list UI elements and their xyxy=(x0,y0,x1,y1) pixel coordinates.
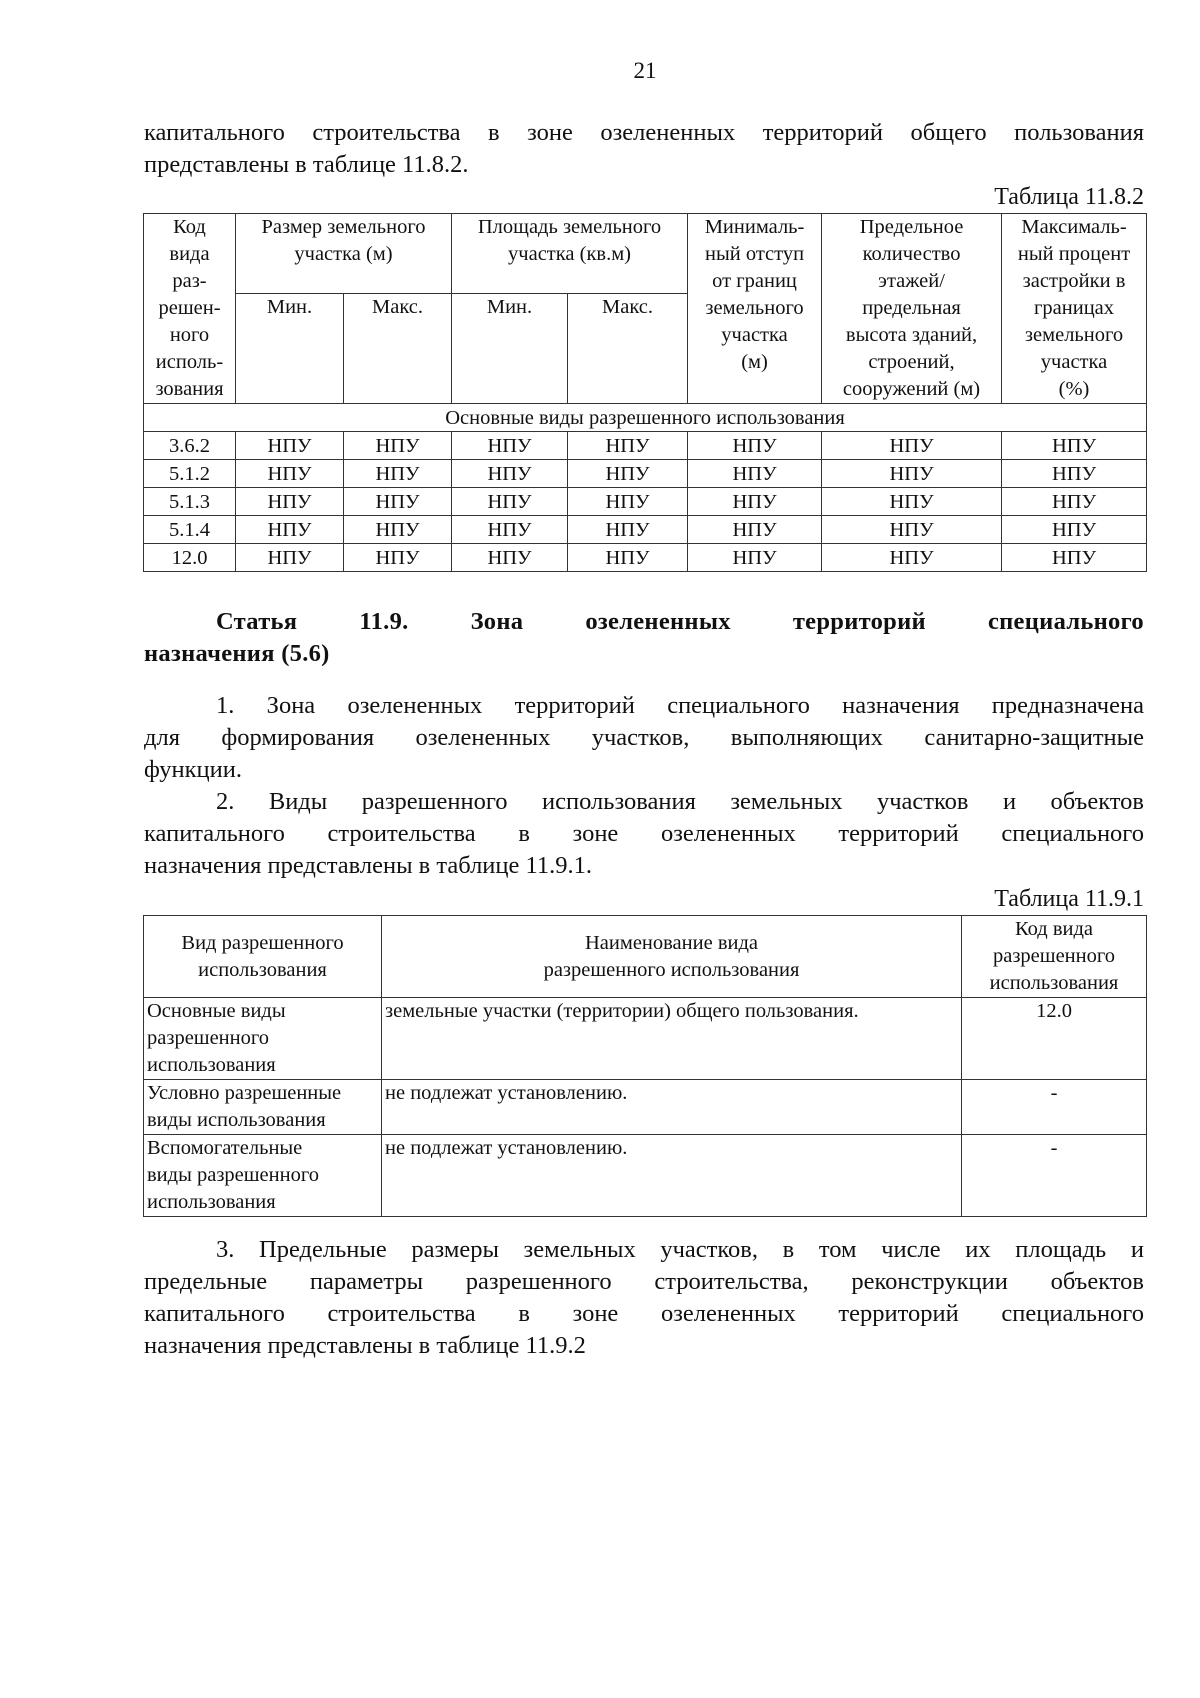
header-size: Размер земельного участка (м) xyxy=(236,214,452,294)
page-number: 21 xyxy=(633,58,657,83)
table-row: 5.1.2 НПУ НПУ НПУ НПУ НПУ НПУ НПУ xyxy=(144,460,1147,488)
intro-paragraph xyxy=(144,117,1144,181)
text-line: представлены в таблице 11.8.2. xyxy=(144,151,469,178)
header-name: Наименование вида разрешенного использования xyxy=(382,916,962,998)
header-percent: Максималь- ный процент застройки в границах земельного участка (%) xyxy=(1002,214,1147,404)
table-caption: Таблица 11.8.2 xyxy=(994,184,1144,210)
paragraph-2: 2. Виды разрешенного использования земельных участков и объектов капитального строительства в зоне озелененных территорий специального назначения представлены в таблице 11.9.1. xyxy=(144,788,1144,879)
text-line: капитального строительства в зоне озелененных территорий общего пользования xyxy=(144,119,1144,146)
header-offset: Минималь- ный отступ от границ земельного участка (м) xyxy=(688,214,822,404)
article-heading: Статья 11.9. Зона озелененных территорий специального назначения (5.6) xyxy=(144,608,1144,667)
header-max: Макс. xyxy=(344,294,452,404)
table-row: 3.6.2 НПУ НПУ НПУ НПУ НПУ НПУ НПУ xyxy=(144,432,1147,460)
table-row: Вспомогательные виды разрешенного использования не подлежат установлению. - xyxy=(144,1135,1147,1217)
header-min: Мин. xyxy=(236,294,344,404)
header-code: Код вида разрешенного использования xyxy=(962,916,1147,998)
section-row: Основные виды разрешенного использования xyxy=(144,404,1147,432)
table-row: 12.0 НПУ НПУ НПУ НПУ НПУ НПУ НПУ xyxy=(144,544,1147,572)
paragraph-1: 1. Зона озелененных территорий специального назначения предназначена для формирования озелененных участков, выполняющих санитарно-защитные функции. xyxy=(144,692,1144,783)
header-kind: Вид разрешенного использования xyxy=(144,916,382,998)
table-row: 5.1.4 НПУ НПУ НПУ НПУ НПУ НПУ НПУ xyxy=(144,516,1147,544)
table-row: Условно разрешенные виды использования не подлежат установлению. - xyxy=(144,1080,1147,1135)
header-area: Площадь земельного участка (кв.м) xyxy=(452,214,688,294)
header-min: Мин. xyxy=(452,294,568,404)
table-caption: Таблица 11.9.1 xyxy=(994,886,1144,912)
paragraph-3: 3. Предельные размеры земельных участков, в том числе их площадь и предельные параметры разрешенного строительства, реконструкции объектов капитального строительства в зоне озелененных территорий специального назначения представлены в таблице 11.9.2 xyxy=(144,1236,1144,1359)
header-max: Макс. xyxy=(568,294,688,404)
table-row: 5.1.3 НПУ НПУ НПУ НПУ НПУ НПУ НПУ xyxy=(144,488,1147,516)
limits-table xyxy=(143,213,1147,572)
table-row: Основные виды разрешенного использования земельные участки (территории) общего пользования. 12.0 xyxy=(144,998,1147,1080)
header-code: Код вида раз- решен- ного исполь- зования xyxy=(144,214,236,404)
header-floors: Предельное количество этажей/ предельная высота зданий, строений, сооружений (м) xyxy=(822,214,1002,404)
use-types-table xyxy=(143,915,1147,1217)
